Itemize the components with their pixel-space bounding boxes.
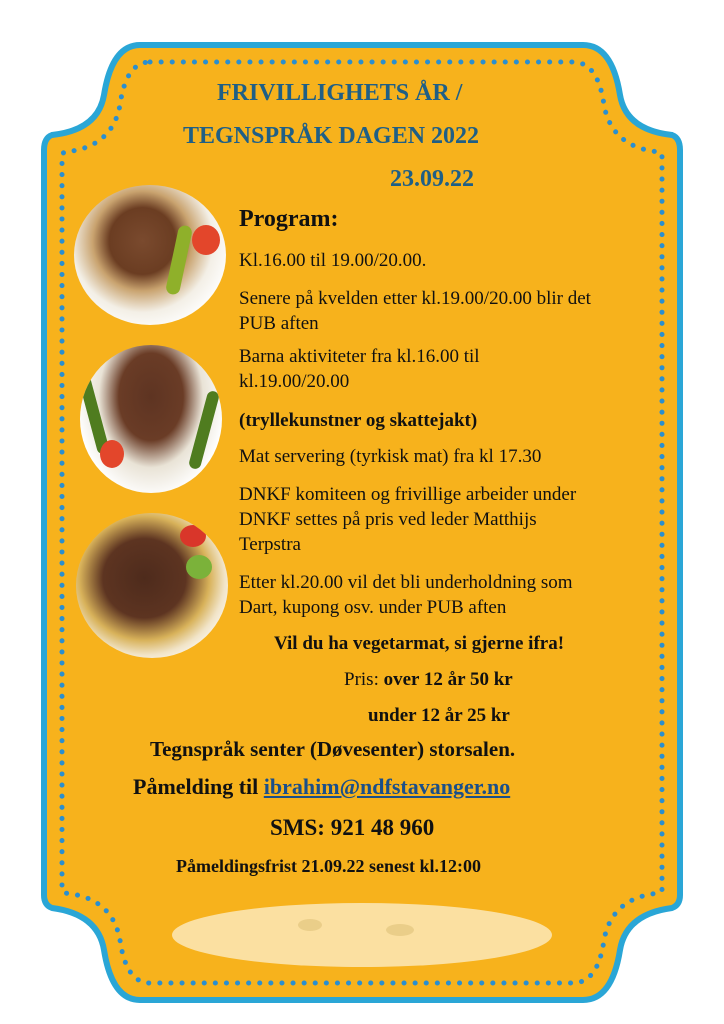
signup-line <box>133 774 510 800</box>
tomato-icon <box>180 525 206 547</box>
signup-deadline: Påmeldingsfrist 21.09.22 senest kl.12:00 <box>176 856 481 876</box>
price-over: over 12 år 50 kr <box>383 669 513 690</box>
program-pub-line-2: PUB aften <box>239 313 319 334</box>
price-label: Pris: <box>344 669 384 690</box>
program-dnkf-line-2: DNKF settes på pris ved leder Matthijs <box>239 509 537 530</box>
program-heading: Program: <box>239 206 339 232</box>
price-under: under 12 år 25 kr <box>368 705 510 726</box>
tomato-icon <box>192 225 220 255</box>
title-line-2: TEGNSPRÅK DAGEN 2022 <box>183 123 480 149</box>
program-dnkf-line-1: DNKF komiteen og frivillige arbeider under <box>239 484 577 505</box>
title-line-1: FRIVILLIGHETS ÅR / <box>217 80 463 106</box>
program-kids-extra: (tryllekunstner og skattejakt) <box>239 410 478 431</box>
event-date: 23.09.22 <box>390 166 474 192</box>
program-pub-line-1: Senere på kvelden etter kl.19.00/20.00 blir det <box>239 288 591 309</box>
food-plate-image-1 <box>74 185 226 325</box>
program-kids-line-2: kl.19.00/20.00 <box>239 371 350 392</box>
price-over-line <box>344 668 513 692</box>
program-kids-line-1: Barna aktiviteter fra kl.16.00 til <box>239 346 480 367</box>
vegetarian-note: Vil du ha vegetarmat, si gjerne ifra! <box>274 633 565 654</box>
pepper-icon <box>165 224 193 295</box>
salad-icon <box>186 555 212 579</box>
program-dnkf-line-3: Terpstra <box>239 534 301 555</box>
tomato-icon <box>100 440 124 468</box>
food-plate-image-2 <box>80 345 222 493</box>
program-time: Kl.16.00 til 19.00/20.00. <box>239 250 427 271</box>
signup-label: Påmelding til <box>133 774 264 799</box>
program-entertain-line-2: Dart, kupong osv. under PUB aften <box>239 597 507 618</box>
food-plate-image-3 <box>76 513 228 658</box>
program-food: Mat servering (tyrkisk mat) fra kl 17.30 <box>239 446 542 467</box>
program-entertain-line-1: Etter kl.20.00 vil det bli underholdning som <box>239 572 573 593</box>
bottom-plate-image <box>172 903 552 967</box>
signup-email-link[interactable]: ibrahim@ndfstavanger.no <box>263 774 511 799</box>
sms-number: SMS: 921 48 960 <box>270 815 435 840</box>
venue: Tegnspråk senter (Døvesenter) storsalen. <box>150 737 516 761</box>
